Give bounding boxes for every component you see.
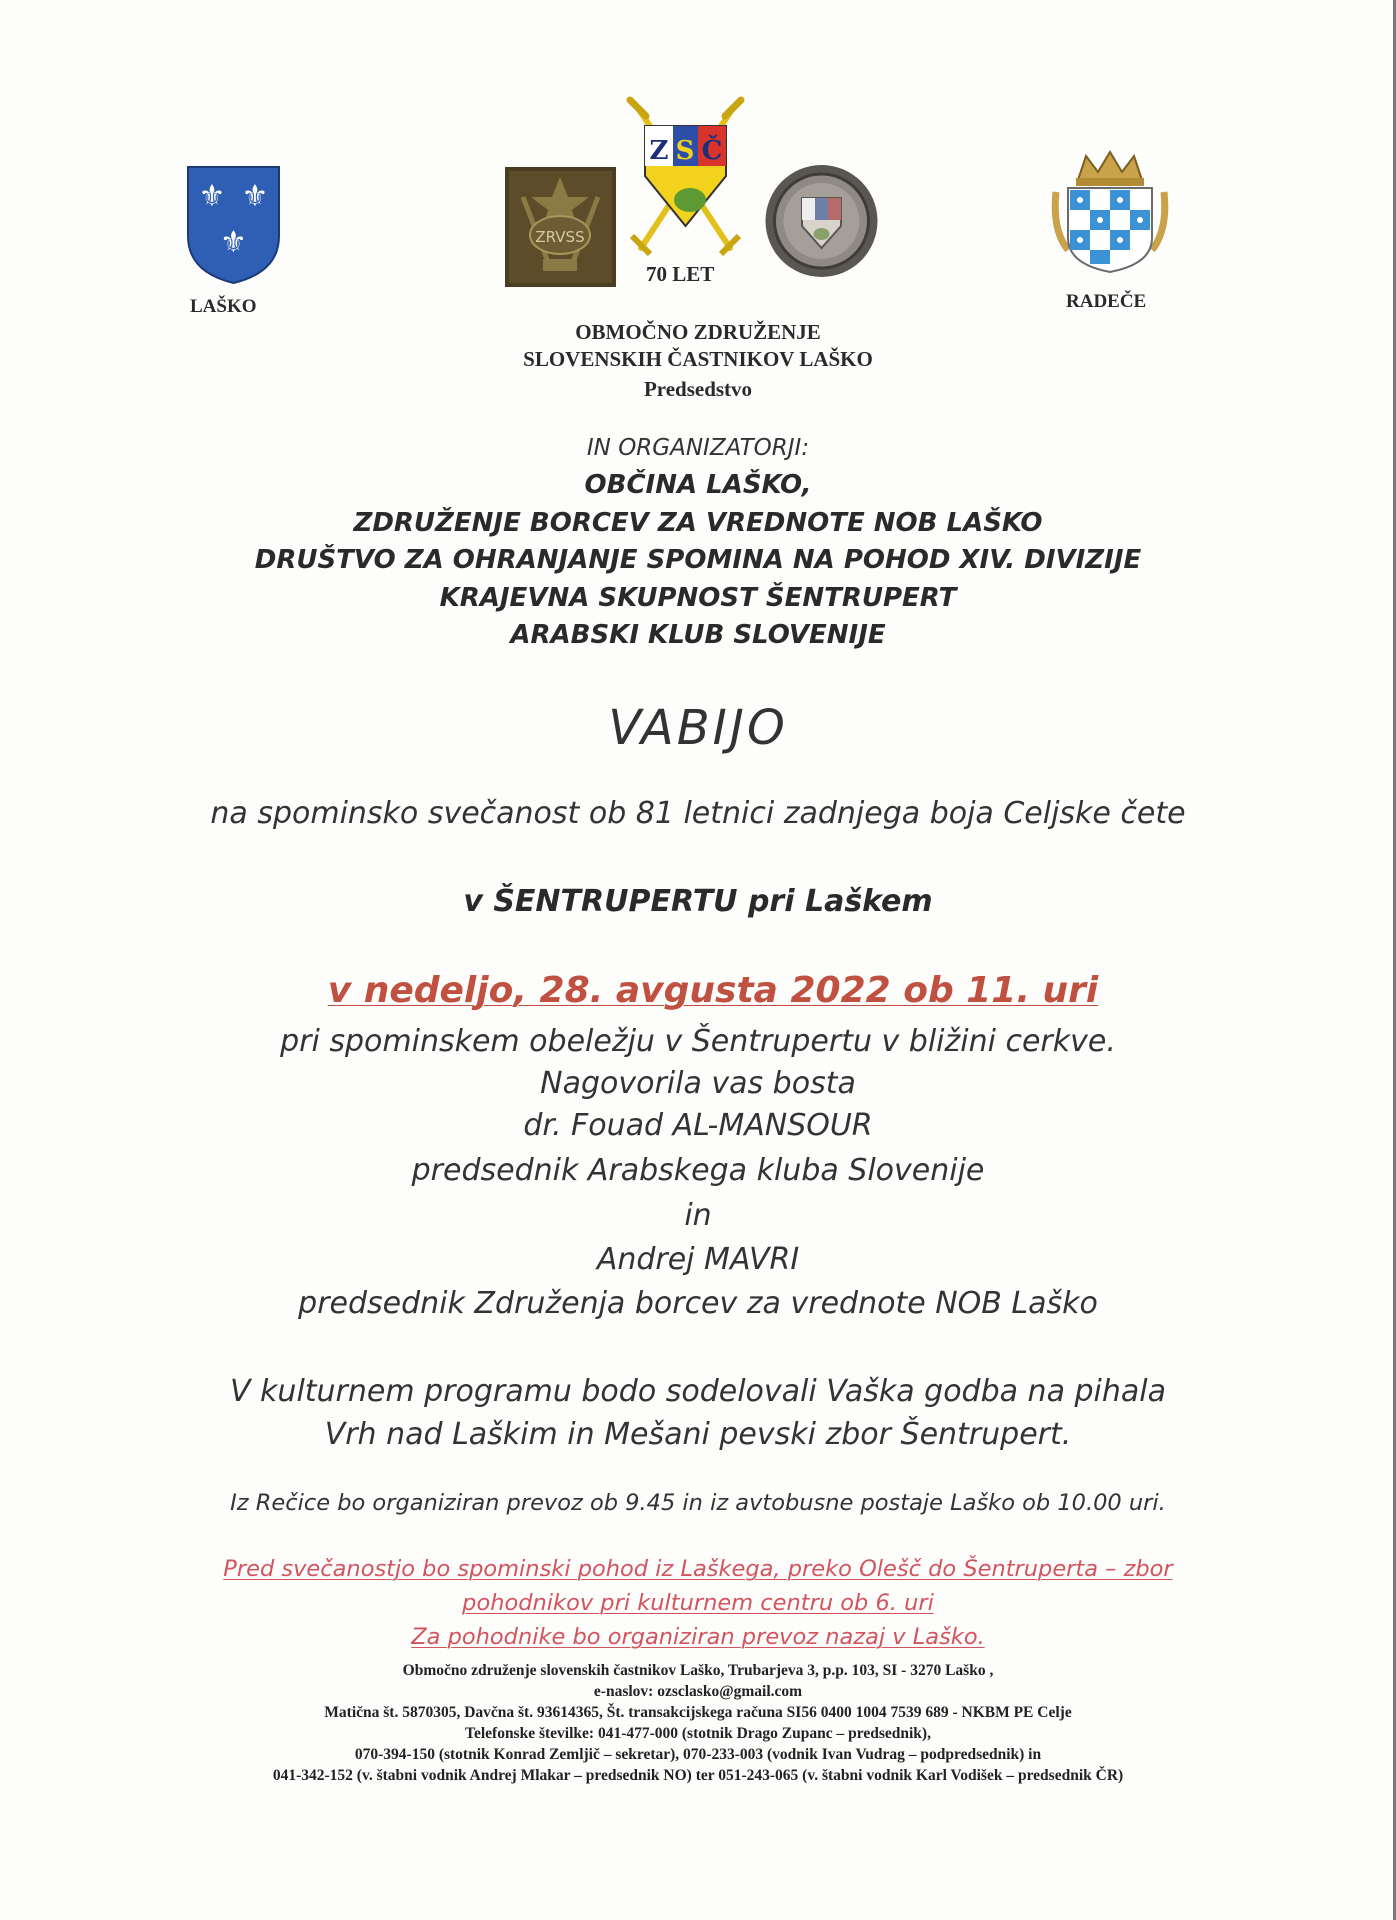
hike-line-2: pohodnikov pri kulturnem centru ob 6. uri bbox=[462, 1590, 934, 1616]
program-line-2: Vrh nad Laškim in Mešani pevski zbor Šentrupert. bbox=[324, 1417, 1072, 1452]
organizer-line-5: ARABSKI KLUB SLOVENIJE bbox=[510, 620, 886, 650]
radece-caption: RADEČE bbox=[1066, 291, 1147, 312]
svg-text:⚜: ⚜ bbox=[198, 179, 226, 214]
speaker1-name: dr. Fouad AL-MANSOUR bbox=[523, 1108, 873, 1143]
lasko-coat-of-arms-icon bbox=[185, 164, 282, 286]
footer-phones-1: Telefonske številke: 041-477-000 (stotnik Drago Zupanc – predsednik), bbox=[465, 1725, 931, 1742]
organizer-line-3: DRUŠTVO ZA OHRANJANJE SPOMINA NA POHOD XIV. DIVIZIJE bbox=[254, 545, 1142, 575]
svg-text:Č: Č bbox=[701, 136, 723, 166]
svg-text:Z: Z bbox=[649, 136, 669, 166]
program-line-1: V kulturnem programu bodo sodelovali Vaška godba na pihala bbox=[230, 1374, 1166, 1409]
organizer-line-2: ZDRUŽENJE BORCEV ZA VREDNOTE NOB LAŠKO bbox=[353, 508, 1043, 538]
zsc-medal-icon bbox=[764, 162, 879, 280]
speaker2-name: Andrej MAVRI bbox=[596, 1242, 800, 1277]
speaker2-title: predsednik Združenja borcev za vrednote NOB Laško bbox=[298, 1286, 1098, 1321]
location-line: pri spominskem obeležju v Šentrupertu v bližini cerkve. bbox=[280, 1024, 1116, 1059]
svg-text:S: S bbox=[675, 136, 695, 166]
org-line-2: SLOVENSKIH ČASTNIKOV LAŠKO bbox=[523, 347, 873, 371]
hike-line-3: Za pohodnike bo organiziran prevoz nazaj v Laško. bbox=[411, 1624, 985, 1650]
org-line-1: OBMOČNO ZDRUŽENJE bbox=[575, 320, 821, 344]
svg-text:ZRVSS: ZRVSS bbox=[535, 228, 585, 246]
hike-line-1: Pred svečanostjo bo spominski pohod iz Laškega, preko Olešč do Šentruperta – zbor bbox=[223, 1556, 1173, 1582]
organizer-line-1: OBČINA LAŠKO, bbox=[584, 470, 812, 500]
footer-registry: Matična št. 5870305, Davčna št. 93614365, Št. transakcijskega računa SI56 0400 1004 7539 689 - NKBM PE Celje bbox=[324, 1704, 1072, 1721]
footer-phones-2: 070-394-150 (stotnik Konrad Zemljič – sekretar), 070-233-003 (vodnik Ivan Vudrag – podpredsednik) in bbox=[354, 1746, 1042, 1763]
speakers-intro: Nagovorila vas bosta bbox=[540, 1066, 856, 1101]
zrvss-emblem-icon bbox=[505, 167, 616, 287]
radece-coat-of-arms-icon bbox=[1048, 150, 1173, 275]
footer-address: Območno združenje slovenskih častnikov Laško, Trubarjeva 3, p.p. 103, SI - 3270 Laško , bbox=[402, 1662, 994, 1679]
zsc-emblem-icon bbox=[618, 96, 753, 258]
organizer-line-4: KRAJEVNA SKUPNOST ŠENTRUPERT bbox=[439, 583, 957, 613]
occasion-line: na spominsko svečanost ob 81 letnici zadnjega boja Celjske čete bbox=[210, 796, 1186, 831]
lasko-caption: LAŠKO bbox=[190, 296, 257, 317]
invitation-title: VABIJO bbox=[608, 700, 788, 756]
place-line: v ŠENTRUPERTU pri Laškem bbox=[463, 884, 933, 919]
anniversary-caption: 70 LET bbox=[646, 262, 715, 286]
conjunction: in bbox=[684, 1198, 712, 1233]
transport-line: Iz Rečice bo organiziran prevoz ob 9.45 in iz avtobusne postaje Laško ob 10.00 uri. bbox=[230, 1490, 1166, 1516]
svg-text:⚜: ⚜ bbox=[241, 179, 269, 214]
speaker1-title: predsednik Arabskega kluba Slovenije bbox=[411, 1153, 985, 1188]
date-time-line: v nedeljo, 28. avgusta 2022 ob 11. uri bbox=[327, 970, 1099, 1011]
footer-email: e-naslov: ozsclasko@gmail.com bbox=[593, 1683, 803, 1700]
svg-text:⚜: ⚜ bbox=[220, 225, 247, 260]
org-line-3: Predsedstvo bbox=[643, 377, 753, 401]
footer-phones-3: 041-342-152 (v. štabni vodnik Andrej Mlakar – predsednik NO) ter 051-243-065 (v. štabni vodnik Karl Vodišek – predsednik ČR) bbox=[272, 1767, 1124, 1784]
organizers-intro: IN ORGANIZATORJI: bbox=[586, 435, 810, 461]
